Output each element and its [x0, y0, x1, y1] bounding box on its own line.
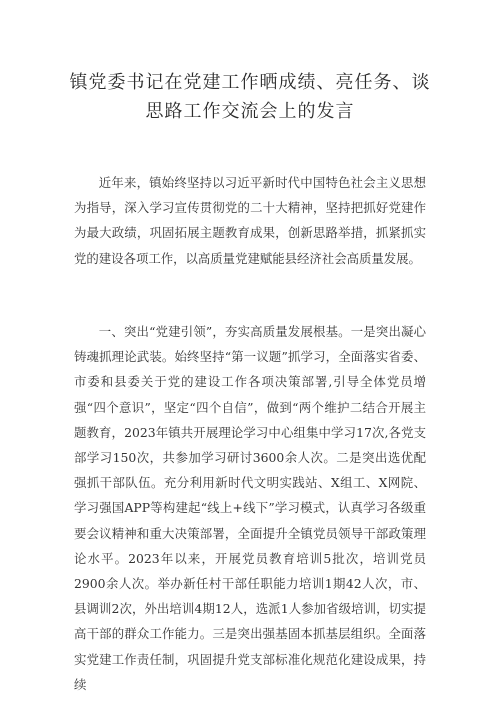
section-one-paragraph: 一、突出“党建引领”，夯实高质量发展根基。一是突出凝心铸魂抓理论武装。始终坚持“第一议题”抓学习，全面落实省委、市委和县委关于党的建设工作各项决策部署,引导全体党员增强“四个意识”，坚定“四个自信”，做到“两个维护二结合开展主题教育，2023年镇共开展理论学习中心组集中学习17次,各党支部学习150次，共参加学习研讨3600余人次。二是突出选优配强抓干部队伍。充分利用新时代文明实践站、X组工、X网院、学习强国APP等构建起“线上+线下”学习模式，认真学习各级重要会议精神和重大决策部署，全面提升全镇党员领导干部政策理论水平。2023年以来，开展党员教育培训5批次，培训党员2900余人次。举办新任村干部任职能力培训1期42人次，市、县调训2次，外出培训4期12人，选派1人参加省级培训，切实提高干部的群众工作能力。三是突出强基固本抓基层组织。全面落实党建工作责任制，巩固提升党支部标准化规范化建设成果，持续	[74, 324, 426, 692]
title-line-2: 思路工作交流会上的发言	[145, 101, 355, 122]
document-title	[55, 68, 445, 126]
title-line-1: 镇党委书记在党建工作晒成绩、亮任务、谈	[69, 72, 431, 93]
intro-paragraph: 近年来，镇始终坚持以习近平新时代中国特色社会主义思想为指导，深入学习宣传贯彻党的二十大精神，坚持把抓好党建作为最大政绩，巩固拓展主题教育成果，创新思路举措，抓紧抓实党的建设各项工作，以高质量党建赋能县经济社会高质量发展。	[74, 175, 426, 266]
